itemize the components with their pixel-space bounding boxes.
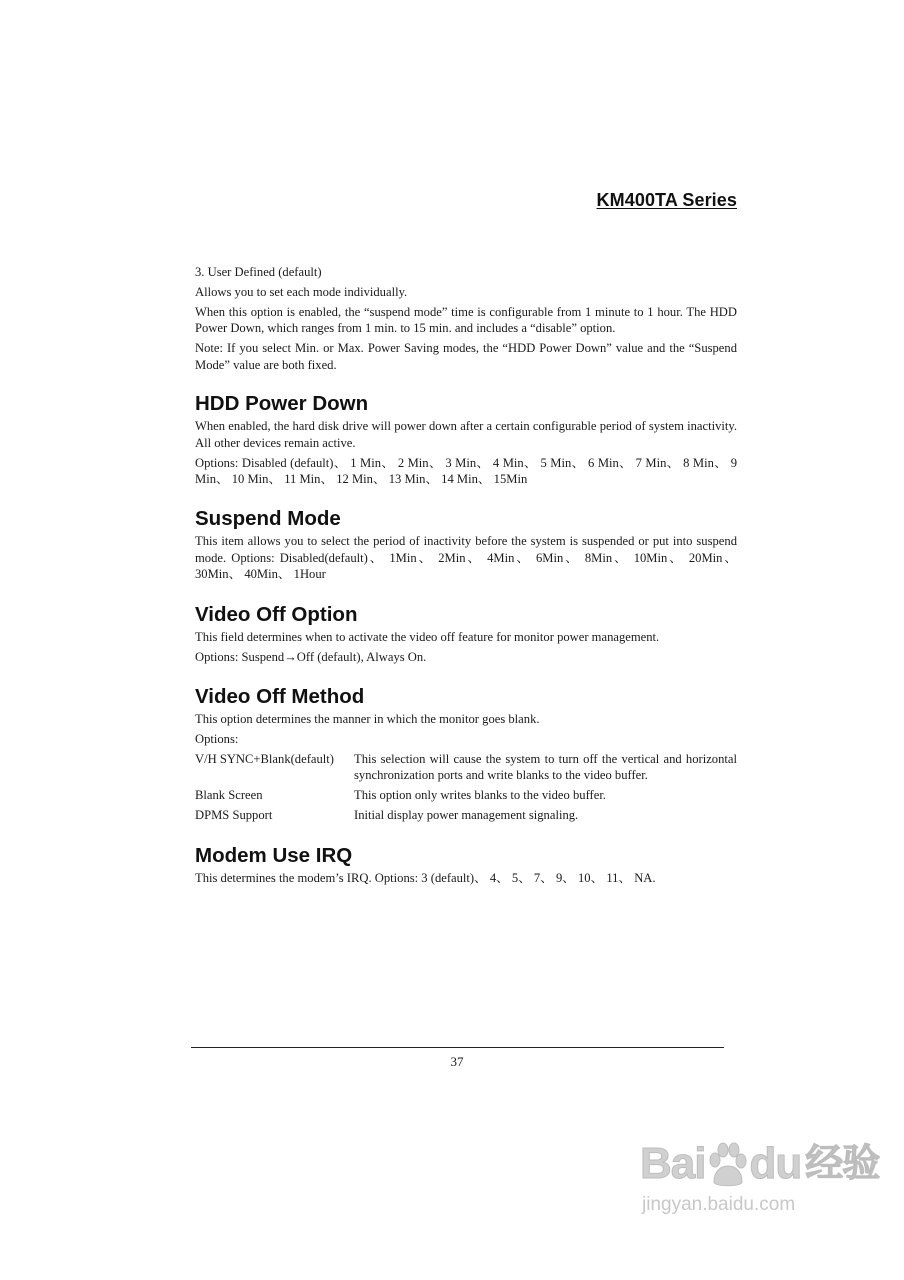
option-row	[195, 807, 737, 823]
section-heading: HDD Power Down	[195, 392, 369, 416]
section-options: Options: Disabled (default)、 1 Min、 2 Min、 3 Min、 4 Min、 5 Min、 6 Min、 7 Min、 8 Min、 9 Min、 10 Min、 11 Min、 12 Min、 13 Min、 14 Min、 15Min	[195, 455, 737, 487]
option-row	[195, 751, 737, 784]
section-heading: Video Off Option	[195, 602, 358, 626]
watermark-url: jingyan.baidu.com	[642, 1194, 796, 1215]
option-description: Initial display power management signaling.	[354, 808, 579, 823]
option-description: This selection will cause the system to turn off the vertical and horizontal synchronization ports and write blanks to the video buffer.	[354, 752, 737, 783]
section-heading: Suspend Mode	[195, 507, 341, 531]
watermark-logo-text: du	[749, 1139, 802, 1188]
section-hdd-power-down	[195, 392, 737, 487]
manual-content	[195, 264, 737, 890]
section-paragraph: When enabled, the hard disk drive will power down after a certain configurable period of system inactivity. All other devices remain active.	[195, 419, 737, 450]
user-defined-intro	[195, 264, 737, 373]
series-title: KM400TA Series	[596, 190, 737, 210]
baidu-jingyan-watermark	[640, 1140, 880, 1270]
watermark-logo-cjk: 经验	[805, 1143, 880, 1185]
option-term: V/H SYNC+Blank(default)	[195, 752, 334, 767]
section-heading: Modem Use IRQ	[195, 843, 353, 867]
section-video-off-method	[195, 685, 737, 824]
section-paragraph: This option determines the manner in which the monitor goes blank.	[195, 712, 540, 727]
option-row	[195, 787, 737, 803]
intro-line: Allows you to set each mode individually.	[195, 285, 408, 299]
section-paragraph: This item allows you to select the period of inactivity before the system is suspended or put into suspend mode. Options: Disabled(default)、 1Min、 2Min、 4Min、 6Min、 8Min、 10Min、 20Min、 30Min、 40Min、 1Hour	[195, 534, 737, 582]
section-heading: Video Off Method	[195, 685, 365, 709]
option-term: Blank Screen	[195, 788, 263, 803]
section-modem-use-irq	[195, 844, 737, 886]
option-term: DPMS Support	[195, 808, 273, 823]
section-video-off-option	[195, 603, 737, 665]
section-suspend-mode	[195, 507, 737, 582]
watermark-logo	[640, 1140, 880, 1188]
option-description: This option only writes blanks to the video buffer.	[354, 788, 606, 803]
intro-note: Note: If you select Min. or Max. Power Saving modes, the “HDD Power Down” value and the “Suspend Mode” value are both fixed.	[195, 341, 737, 372]
section-options-label: Options:	[195, 732, 239, 747]
section-options: Options: Suspend→Off (default), Always On.	[195, 649, 427, 664]
page-number: 37	[450, 1054, 464, 1069]
section-paragraph: This determines the modem’s IRQ. Options: 3 (default)、 4、 5、 7、 9、 10、 11、 NA.	[195, 870, 656, 885]
intro-line: 3. User Defined (default)	[195, 265, 322, 279]
watermark-logo-text: Bai	[640, 1139, 706, 1188]
intro-paragraph: When this option is enabled, the “suspend mode” time is configurable from 1 minute to 1 hour. The HDD Power Down, which ranges from 1 min. to 15 min. and includes a “disable” option.	[195, 305, 737, 336]
baidu-paw-icon	[706, 1142, 748, 1188]
footer-divider	[191, 1047, 724, 1048]
section-paragraph: This field determines when to activate the video off feature for monitor power management.	[195, 629, 660, 644]
